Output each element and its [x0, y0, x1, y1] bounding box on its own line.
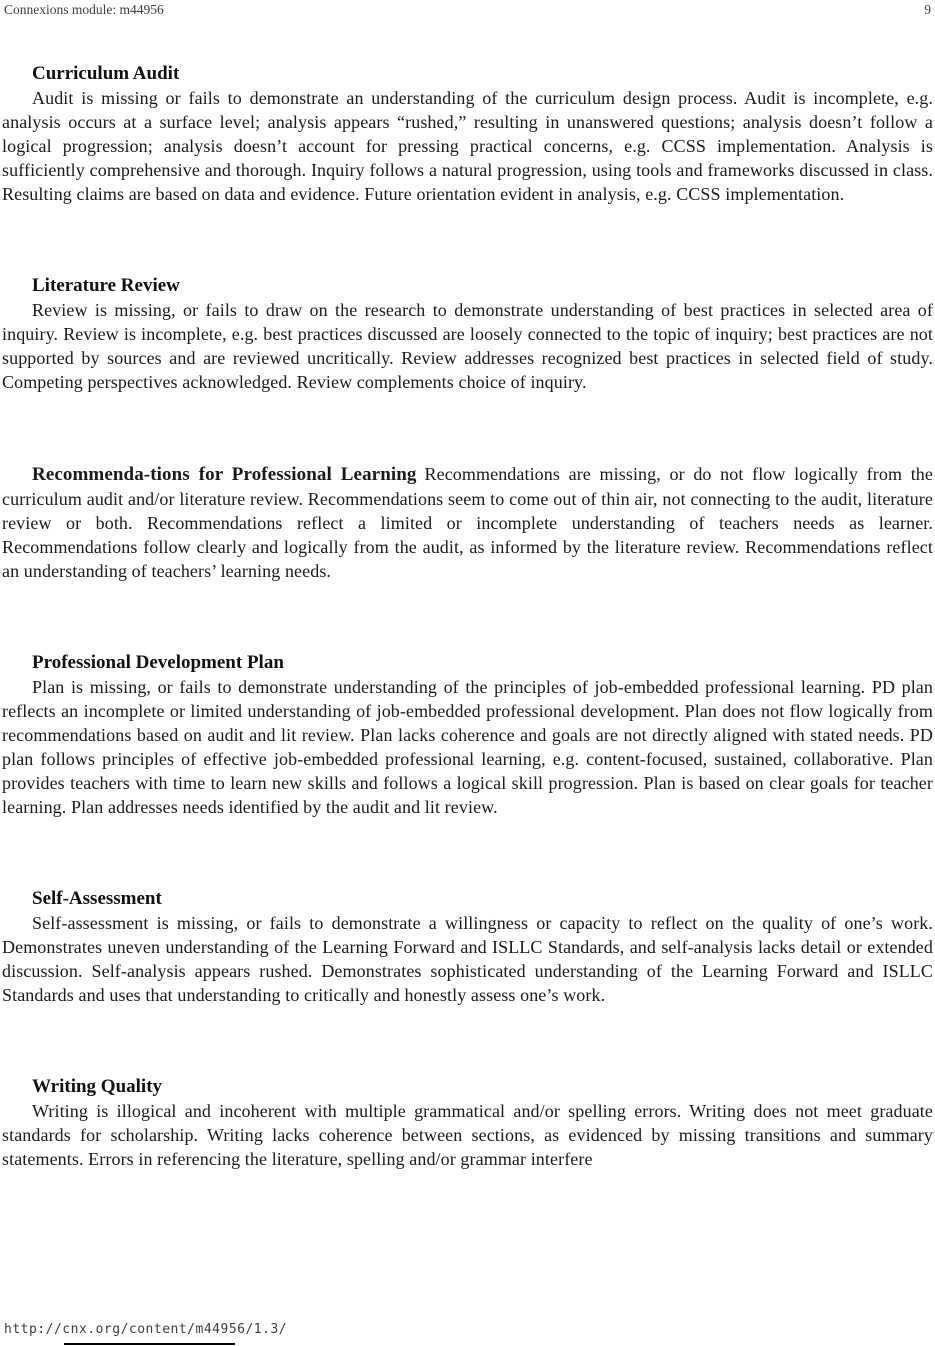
footer-url: http://cnx.org/content/m44956/1.3/	[4, 1322, 288, 1337]
page-footer	[4, 1322, 287, 1337]
section-heading-recommendations: Recommenda-tions for Professional Learning	[32, 464, 417, 485]
section-heading-literature-review: Literature Review	[32, 275, 180, 296]
section-body-professional-development-plan: Plan is missing, or fails to demonstrate understanding of the principles of job-embedded professional learning. PD plan reflects an incomplete or limited understanding of job-embedded professional development. Plan does not flow logically from recommendations based on audit and lit review. Plan lacks coherence and goals are not directly aligned with stated needs. PD plan follows principles of effective job-embedded professional learning, e.g. content-focused, sustained, collaborative. Plan provides teachers with time to learn new skills and follows a logical skill progression. Plan is based on clear goals for teacher learning. Plan addresses needs identified by the audit and lit review.	[2, 677, 933, 817]
page-number: 9	[924, 2, 931, 17]
table-rule-cutoff	[64, 1343, 235, 1345]
document-content	[0, 62, 935, 1171]
section-heading-self-assessment: Self-Assessment	[32, 888, 162, 909]
section-self-assessment	[2, 887, 933, 1007]
section-body-literature-review: Review is missing, or fails to draw on the research to demonstrate understanding of best practices in selected area of inquiry. Review is incomplete, e.g. best practices discussed are loosely connected to the topic of inquiry; best practices are not supported by sources and are reviewed uncritically. Review addresses recognized best practices in selected field of study. Competing perspectives acknowledged. Review complements choice of inquiry.	[2, 300, 933, 392]
section-writing-quality	[2, 1075, 933, 1171]
section-body-writing-quality: Writing is illogical and incoherent with multiple grammatical and/or spelling errors. Writing does not meet graduate standards for scholarship. Writing lacks coherence between sections, as evidenced by missing transitions and summary statements. Errors in referencing the literature, spelling and/or grammar interfere	[2, 1101, 933, 1169]
module-title: Connexions module: m44956	[4, 2, 164, 17]
page-header	[0, 0, 935, 16]
section-professional-development-plan	[2, 651, 933, 819]
section-paragraph-recommendations	[2, 462, 933, 583]
section-body-curriculum-audit: Audit is missing or fails to demonstrate an understanding of the curriculum design process. Audit is incomplete, e.g. analysis occurs at a surface level; analysis appears “rushed,” resulting in unanswered questions; analysis doesn’t follow a logical progression; analysis doesn’t account for pressing practical concerns, e.g. CCSS implementation. Analysis is sufficiently comprehensive and thorough. Inquiry follows a natural progression, using tools and frameworks discussed in class. Resulting claims are based on data and evidence. Future orientation evident in analysis, e.g. CCSS implementation.	[2, 88, 933, 204]
section-heading-writing-quality: Writing Quality	[32, 1076, 163, 1097]
section-heading-professional-development-plan: Professional Development Plan	[32, 652, 284, 673]
section-heading-curriculum-audit: Curriculum Audit	[32, 63, 180, 84]
section-body-self-assessment: Self-assessment is missing, or fails to demonstrate a willingness or capacity to reflect on the quality of one’s work. Demonstrates uneven understanding of the Learning Forward and ISLLC Standards, and self-analysis lacks detail or extended discussion. Self-analysis appears rushed. Demonstrates sophisticated understanding of the Learning Forward and ISLLC Standards and uses that understanding to critically and honestly assess one’s work.	[2, 913, 933, 1005]
section-literature-review	[2, 274, 933, 394]
section-curriculum-audit	[2, 62, 933, 206]
section-recommendations-professional-learning	[2, 462, 933, 583]
section-body-recommendations: Recommendations are missing, or do not flow logically from the curriculum audit and/or literature review. Recommendations seem to come out of thin air, not connecting to the audit, literature review or both. Recommendations reflect a limited or incomplete understanding of teachers needs as learner. Recommendations follow clearly and logically from the audit, as informed by the literature review. Recommendations reflect an understanding of teachers’ learning needs.	[2, 464, 933, 581]
